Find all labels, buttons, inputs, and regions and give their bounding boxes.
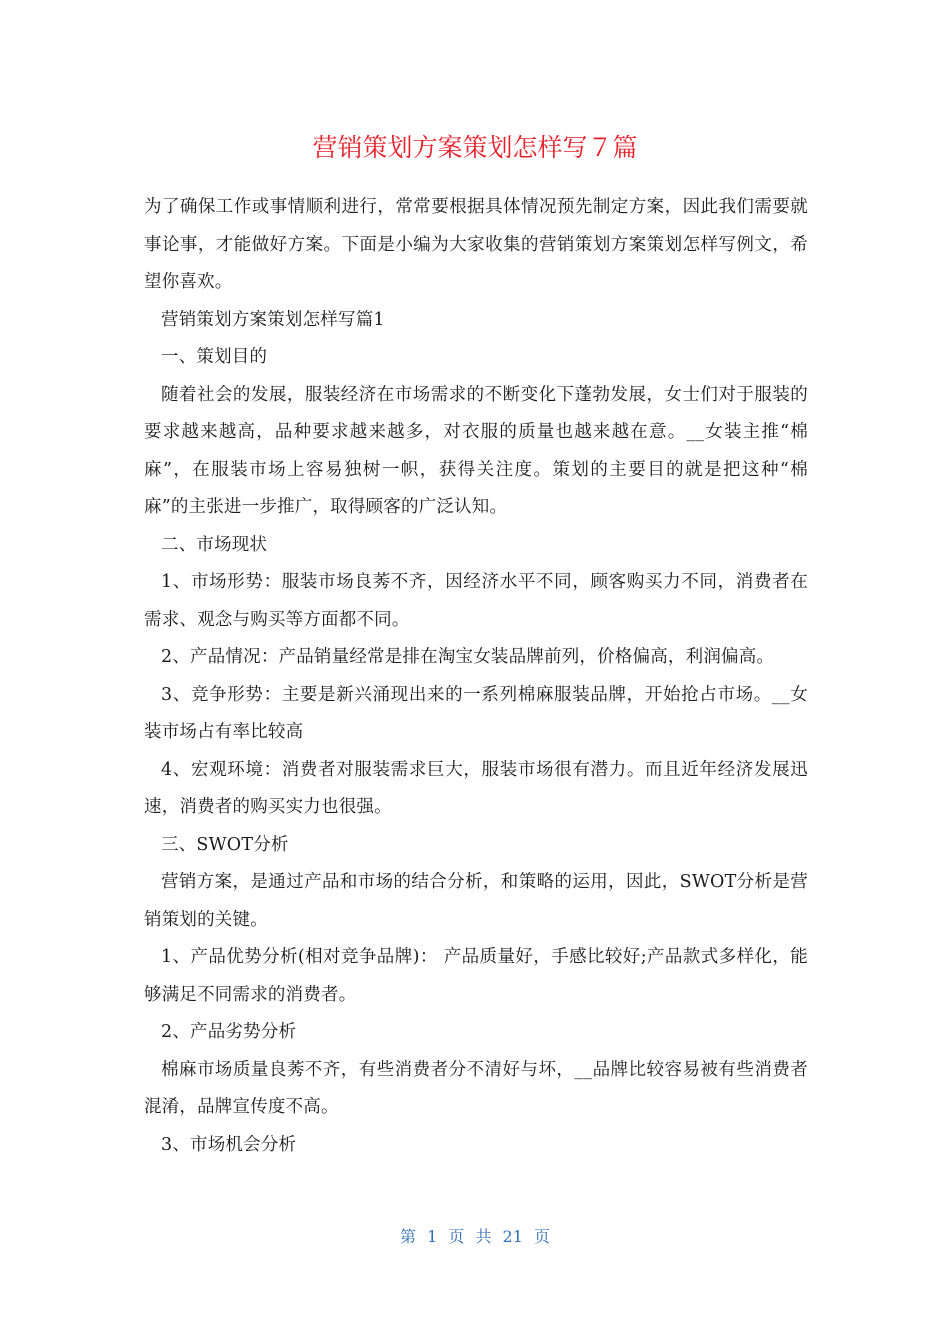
paragraph-heading-swot: 三、SWOT分析 bbox=[161, 834, 289, 855]
paragraph-heading-opportunities: 3、市场机会分析 bbox=[161, 1134, 297, 1155]
paragraph-purpose-body: 随着社会的发展，服装经济在市场需求的不断变化下蓬勃发展，女士们对于服装的要求越来越高，品种要求越来越多，对衣服的质量也越来越在意。__女装主推“棉麻”，在服装市场上容易独树一帜，获得关注度。策划的主要目的就是把这种“棉麻”的主张进一步推广，取得顾客的广泛认知。 bbox=[144, 384, 808, 517]
page-number-footer: 第 1 页 共 21 页 bbox=[400, 1227, 550, 1246]
paragraph-competition: 3、竞争形势：主要是新兴涌现出来的一系列棉麻服装品牌，开始抢占市场。__女装市场占有率比较高 bbox=[144, 684, 808, 742]
document-title: 营销策划方案策划怎样写７篇 bbox=[312, 133, 638, 162]
paragraph-section-heading: 营销策划方案策划怎样写篇1 bbox=[161, 309, 385, 330]
paragraph-macro-environment: 4、宏观环境：消费者对服装需求巨大，服装市场很有潜力。而且近年经济发展迅速，消费者的购买实力也很强。 bbox=[144, 759, 808, 817]
paragraph-heading-market: 二、市场现状 bbox=[161, 534, 268, 555]
paragraph-market-situation: 1、市场形势：服装市场良莠不齐，因经济水平不同，顾客购买力不同，消费者在需求、观念与购买等方面都不同。 bbox=[144, 572, 808, 630]
paragraph-weaknesses-body: 棉麻市场质量良莠不齐，有些消费者分不清好与坏，__品牌比较容易被有些消费者混淆，品牌宣传度不高。 bbox=[144, 1059, 808, 1117]
paragraph-product-situation: 2、产品情况：产品销量经常是排在淘宝女装品牌前列，价格偏高，利润偏高。 bbox=[161, 647, 775, 667]
paragraph-strengths: 1、产品优势分析(相对竞争品牌)： 产品质量好，手感比较好;产品款式多样化，能够满足不同需求的消费者。 bbox=[144, 947, 808, 1005]
paragraph-swot-body: 营销方案，是通过产品和市场的结合分析，和策略的运用，因此，SWOT分析是营销策划的关键。 bbox=[144, 872, 808, 930]
paragraph-intro: 为了确保工作或事情顺利进行，常常要根据具体情况预先制定方案，因此我们需要就事论事，才能做好方案。下面是小编为大家收集的营销策划方案策划怎样写例文，希望你喜欢。 bbox=[144, 197, 808, 292]
document-body bbox=[144, 189, 808, 1164]
paragraph-heading-weaknesses: 2、产品劣势分析 bbox=[161, 1022, 297, 1042]
paragraph-heading-purpose: 一、策划目的 bbox=[161, 347, 268, 367]
